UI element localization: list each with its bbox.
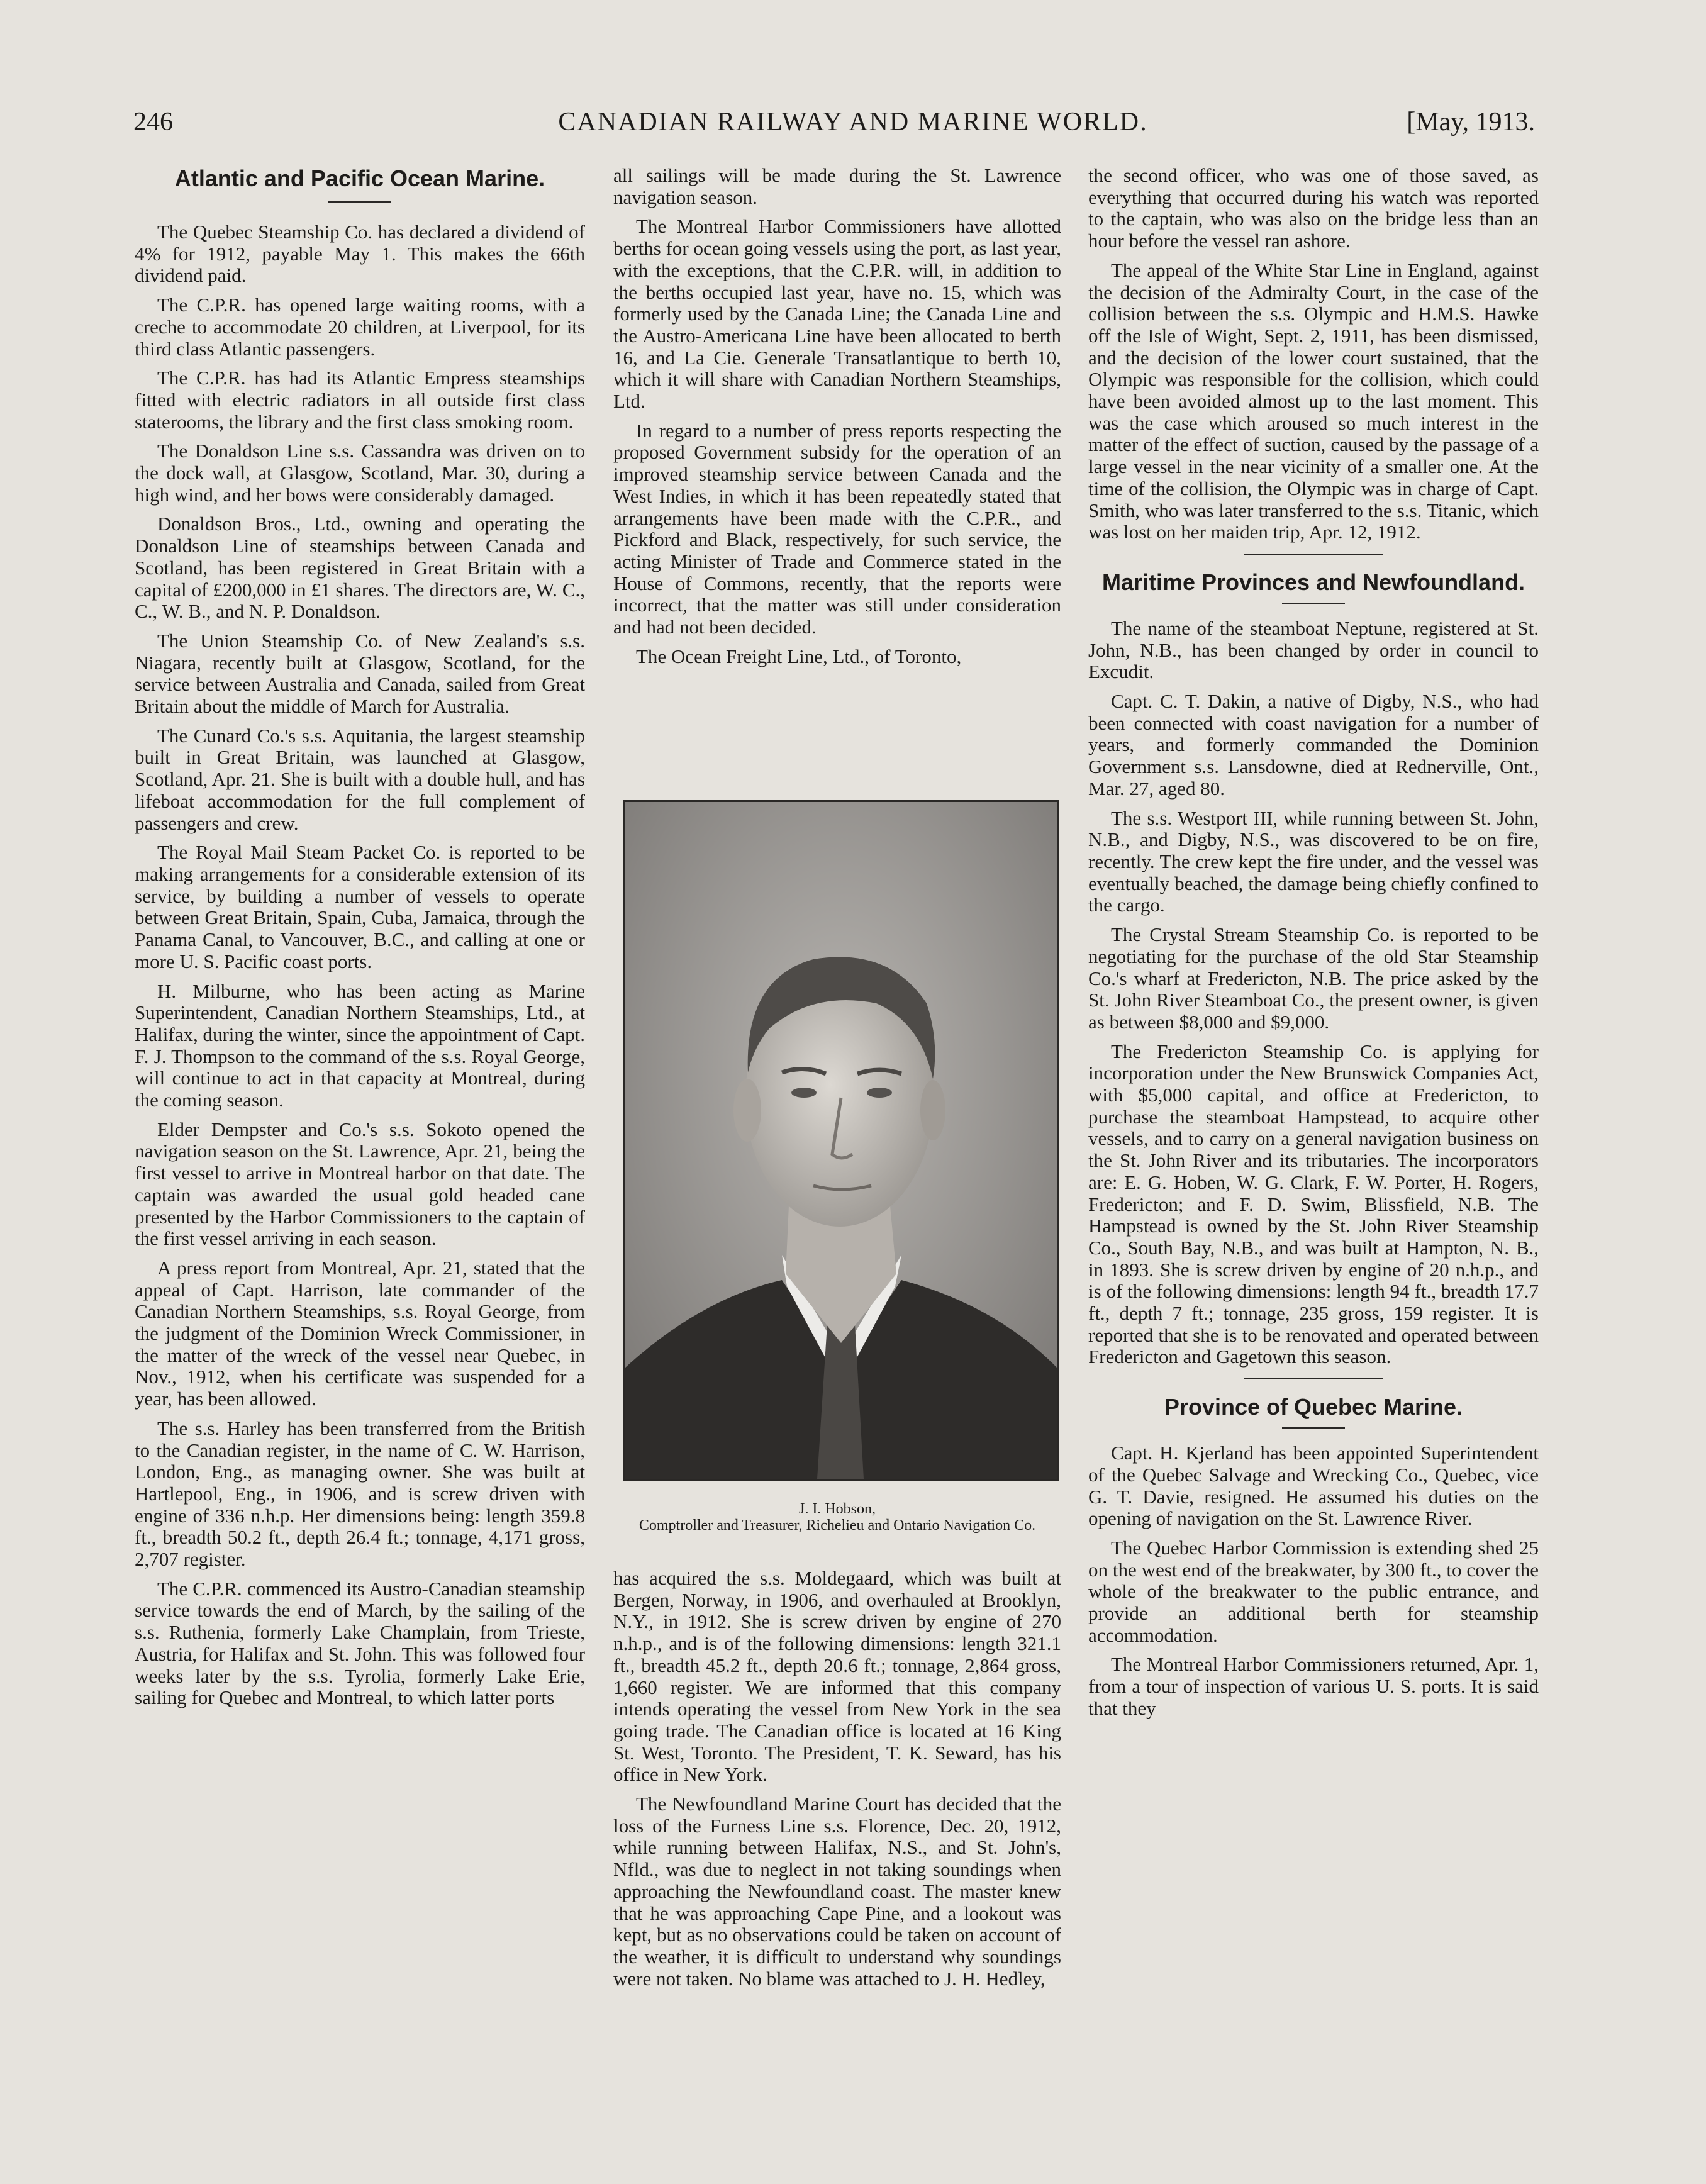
article-paragraph: Capt. H. Kjerland has been appointed Superintendent of the Quebec Salvage and Wrecking Co., Quebec, vice G. T. Davie, resigned. He assumed his duties on the opening of navigation on the St. Lawrence River. (1088, 1442, 1539, 1530)
section-heading: Atlantic and Pacific Ocean Marine. (174, 165, 545, 191)
section-heading: Maritime Provinces and Newfoundland. (1101, 569, 1525, 595)
article-paragraph: The Quebec Harbor Commission is extending shed 25 on the west end of the breakwater, by 300 ft., to cover the whole of the breakwater to the public entrance, and provide an additional berth for steamship accommodation. (1088, 1536, 1539, 1646)
article-paragraph: Donaldson Bros., Ltd., owning and operating the Donaldson Line of steamships between Canada and Scotland, has been registered in Great Britain with a capital of £200,000 in £1 shares. The directors are, W. C., C., W. B., and N. P. Donaldson. (135, 513, 585, 623)
article-paragraph: The Montreal Harbor Commissioners returned, Apr. 1, from a tour of inspection of various U. S. ports. It is said that they (1088, 1653, 1539, 1719)
section-divider (1244, 1378, 1383, 1379)
article-paragraph: In regard to a number of press reports respecting the proposed Government subsidy for the operation of an improved steamship service between Canada and the West Indies, in which it has been repeatedly stated that arrangements have been made with the C.P.R., and Pickford and Black, respectively, for such service, the acting Minister of Trade and Commerce stated in the House of Commons, recently, that the reports were incorrect, that the matter was still under consideration and had not been decided. (613, 419, 1061, 638)
article-paragraph: The Crystal Stream Steamship Co. is reported to be negotiating for the purchase of the old Star Steamship Co.'s wharf at Fredericton, N.B. The price asked by the St. John River Steamboat Co., the present owner, is given as between $8,000 and $9,000. (1088, 923, 1539, 1033)
column-1 (135, 165, 585, 1717)
article-paragraph: The s.s. Westport III, while running between St. John, N.B., and Digby, N.S., was discovered to be on fire, recently. The crew kept the fire under, and the vessel was eventually beached, the damage being chiefly confined to the cargo. (1088, 806, 1539, 916)
article-paragraph: The Union Steamship Co. of New Zealand's s.s. Niagara, recently built at Glasgow, Scotland, for the service between Australia and Canada, sailed from Great Britain about the middle of March for Australia. (135, 629, 585, 718)
article-paragraph: The C.P.R. has opened large waiting rooms, with a creche to accommodate 20 children, at Liverpool, for its third class Atlantic passengers. (135, 294, 585, 360)
article-paragraph: The Fredericton Steamship Co. is applying for incorporation under the New Brunswick Companies Act, with $5,000 capital, and office at Fredericton, to purchase the steamboat Hampstead, to acquire other vessels, and to carry on a general navigation business on the St. John River and its tributaries. The incorporators are: E. G. Hoben, W. G. Clark, F. W. Porter, H. Rogers, Fredericton; and F. D. Swim, Blissfield, N.B. The Hampstead is owned by the St. John River Steamship Co., South Bay, N.B., and was built at Hampton, N. B., in 1893. She is screw driven by engine of 20 n.h.p., and is of the following dimensions: length 94 ft., breadth 17.7 ft., depth 7 ft.; tonnage, 235 gross, 159 register. It is reported that she is to be renovated and operated between Fredericton and Gagetown this season. (1088, 1040, 1539, 1368)
article-paragraph: The Royal Mail Steam Packet Co. is reported to be making arrangements for a considerable extension of its service, by building a number of vessels to operate between Great Britain, Spain, Cuba, Jamaica, through the Panama Canal, to Vancouver, B.C., and calling at one or more U. S. Pacific coast ports. (135, 841, 585, 972)
article-paragraph: has acquired the s.s. Moldegaard, which was built at Bergen, Norway, in 1906, and overhauled at Brooklyn, N.Y., in 1912. She is screw driven by engine of 270 n.h.p., and is of the following dimensions: length 321.1 ft., breadth 45.2 ft., depth 20.6 ft.; tonnage, 2,864 gross, 1,660 register. We are informed that this company intends operating the vessel from New York in the sea going trade. The Canadian office is located at 16 King St. West, Toronto. The President, T. K. Seward, has his office in New York. (613, 1567, 1061, 1786)
article-paragraph: The Newfoundland Marine Court has decided that the loss of the Furness Line s.s. Florence, Dec. 20, 1912, while running between Halifax, N.S., and St. John's, Nfld., was due to neglect in not taking soundings when approaching the Newfoundland coast. The master knew that he was approaching Cape Pine, and a lookout was kept, but as no observations could be taken on account of the weather, it is difficult to understand why soundings were not taken. No blame was attached to J. H. Hedley, (613, 1793, 1061, 1990)
caption-title: Comptroller and Treasurer, Richelieu and Ontario Navigation Co. (638, 1517, 1036, 1534)
portrait-image (625, 802, 1057, 1479)
article-paragraph: The name of the steamboat Neptune, registered at St. John, N.B., has been changed by order in council to Excudit. (1088, 616, 1539, 683)
article-paragraph: Elder Dempster and Co.'s s.s. Sokoto opened the navigation season on the St. Lawrence, Apr. 21, being the first vessel to arrive in Montreal harbor on that date. The captain was awarded the usual gold headed cane presented by the Harbor Commissioners to the captain of the first vessel arriving in each season. (135, 1118, 585, 1250)
article-paragraph: The C.P.R. commenced its Austro-Canadian steamship service towards the end of March, by the sailing of the s.s. Ruthenia, formerly Lake Champlain, from Trieste, Austria, for Halifax and St. John. This was followed four weeks later by the s.s. Tyrolia, formerly Lake Erie, sailing for Quebec and Montreal, to which latter ports (135, 1577, 585, 1709)
column-3 (1088, 165, 1539, 1727)
photo-caption (613, 1501, 1061, 1534)
publication-title: CANADIAN RAILWAY AND MARINE WORLD. (558, 108, 1148, 136)
article-paragraph: The Donaldson Line s.s. Cassandra was driven on to the dock wall, at Glasgow, Scotland, Mar. 30, during a high wind, and her bows were considerably damaged. (135, 440, 585, 506)
article-paragraph: The appeal of the White Star Line in England, against the decision of the Admiralty Court, in the case of the collision between the s.s. Olympic and H.M.S. Hawke off the Isle of Wight, Sept. 2, 1911, has been dismissed, and the decision of the lower court sustained, that the Olympic was responsible for the collision, which could have been avoided almost up to the last moment. This was the case which aroused so much interest in the matter of the effect of suction, caused by the passage of a large vessel in the near vicinity of a smaller one. At the time of the collision, the Olympic was in charge of Capt. Smith, who was later transferred to the s.s. Titanic, which was lost on her maiden trip, Apr. 12, 1912. (1088, 259, 1539, 543)
article-paragraph: all sailings will be made during the St. Lawrence navigation season. (613, 164, 1061, 208)
section-heading: Province of Quebec Marine. (1164, 1394, 1463, 1420)
article-paragraph: The Quebec Steamship Co. has declared a dividend of 4% for 1912, payable May 1. This makes the 66th dividend paid. (135, 221, 585, 287)
heading-rule (328, 201, 391, 203)
page-number: 246 (133, 108, 173, 136)
page-header (0, 107, 1706, 151)
article-paragraph: The Montreal Harbor Commissioners have allotted berths for ocean going vessels using the port, as last year, with the exceptions, that the C.P.R. will, in addition to the berths occupied last year, have no. 15, which was formerly used by the Canada Line; the Canada Line and the Austro-Americana Line have been allocated to berth 16, and La Cie. Generale Transatlantique to berth 10, which it will share with Canadian Northern Steamships, Ltd. (613, 215, 1061, 413)
portrait-photo (623, 800, 1059, 1481)
caption-name: J. I. Hobson, (798, 1501, 876, 1517)
article-paragraph: The Ocean Freight Line, Ltd., of Toronto, (636, 645, 962, 667)
column-2 (613, 165, 1061, 675)
heading-rule (1282, 603, 1345, 604)
article-paragraph: The s.s. Harley has been transferred from the British to the Canadian register, in the name of C. W. Harrison, London, Eng., as managing owner. She was built at Hartlepool, Eng., in 1906, and is screw driven with engine of 336 n.h.p. Her dimensions being: length 359.8 ft., breadth 50.2 ft., depth 26.4 ft.; tonnage, 4,171 gross, 2,707 register. (135, 1417, 585, 1571)
section-divider (1244, 554, 1383, 555)
article-paragraph: H. Milburne, who has been acting as Marine Superintendent, Canadian Northern Steamships, Ltd., at Halifax, during the winter, since the appointment of Capt. F. J. Thompson to the command of the s.s. Royal George, will continue to act in that capacity at Montreal, during the coming season. (135, 979, 585, 1112)
article-paragraph: The C.P.R. has had its Atlantic Empress steamships fitted with electric radiators in all outside first class staterooms, the library and the first class smoking room. (135, 367, 585, 433)
issue-date: [May, 1913. (1407, 108, 1535, 136)
article-paragraph: Capt. C. T. Dakin, a native of Digby, N.S., who had been connected with coast navigation for a number of years, and formerly commanded the Dominion Government s.s. Lansdowne, died at Rednerville, Ont., Mar. 27, aged 80. (1088, 690, 1539, 800)
heading-rule (1282, 1427, 1345, 1429)
article-paragraph: A press report from Montreal, Apr. 21, stated that the appeal of Capt. Harrison, late commander of the Canadian Northern Steamships, s.s. Royal George, from the judgment of the Dominion Wreck Commissioner, in the matter of the wreck of the vessel near Quebec, in Nov., 1912, when his certificate was suspended for a year, has been allowed. (135, 1256, 585, 1410)
article-paragraph: the second officer, who was one of those saved, as everything that occurred during his watch was reported to the captain, who was also on the bridge less than an hour before the vessel ran ashore. (1088, 164, 1539, 252)
article-paragraph: The Cunard Co.'s s.s. Aquitania, the largest steamship built in Great Britain, was launched at Glasgow, Scotland, Apr. 21. She is built with a double hull, and has lifeboat accommodation for the full complement of passengers and crew. (135, 724, 585, 834)
column-2-lower (613, 1568, 1061, 1997)
